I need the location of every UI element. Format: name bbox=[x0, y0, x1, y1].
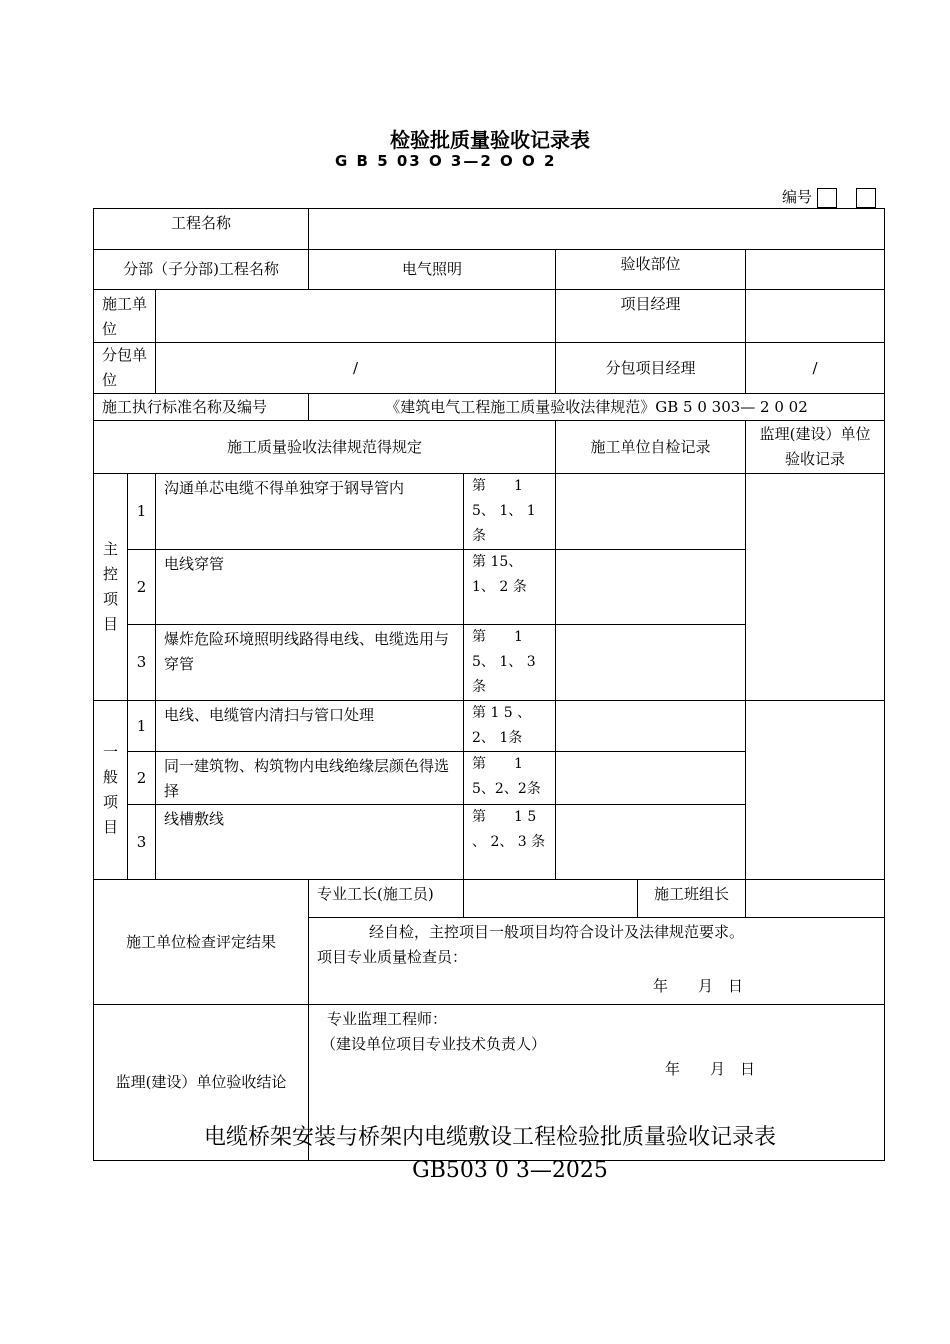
division-label: 分部（子分部)工程名称 bbox=[94, 250, 309, 290]
project-name-label: 工程名称 bbox=[94, 209, 309, 250]
next-form-title: 电缆桥架安装与桥架内电缆敷设工程检验批质量验收记录表 bbox=[203, 1125, 776, 1150]
main-item-desc: 电线穿管 bbox=[156, 550, 464, 625]
main-group-supervisor[interactable] bbox=[746, 474, 885, 701]
construction-unit-value[interactable] bbox=[156, 290, 556, 343]
main-item-desc: 爆炸危险环境照明线路得电线、电缆选用与穿管 bbox=[156, 625, 464, 701]
supervision-result-text1: 专业监理工程师： bbox=[327, 1010, 448, 1028]
code-label: 编号 bbox=[782, 188, 813, 206]
general-item-self-check[interactable] bbox=[556, 752, 746, 805]
main-group-label bbox=[94, 474, 128, 701]
general-item-clause: 第 1 5 、 2、 1条 bbox=[464, 701, 556, 752]
main-item-clause: 第 1 5、 1、 3 条 bbox=[464, 625, 556, 701]
main-item-self-check[interactable] bbox=[556, 625, 746, 701]
code-box-1[interactable] bbox=[817, 188, 837, 208]
project-manager-label: 项目经理 bbox=[556, 290, 746, 343]
main-item-no: 1 bbox=[128, 474, 156, 550]
project-name-value[interactable] bbox=[309, 209, 885, 250]
general-item-no: 2 bbox=[128, 752, 156, 805]
general-item-self-check[interactable] bbox=[556, 701, 746, 752]
general-item-self-check[interactable] bbox=[556, 805, 746, 880]
main-item-clause: 第 1 5、 1、 1 条 bbox=[464, 474, 556, 550]
project-manager-value[interactable] bbox=[746, 290, 885, 343]
standard-code: G B 5 03 O 3—2 O O 2 bbox=[335, 152, 557, 170]
foreman-label: 专业工长(施工员) bbox=[309, 880, 464, 918]
main-item-no: 2 bbox=[128, 550, 156, 625]
foreman-value[interactable] bbox=[464, 880, 638, 918]
division-value[interactable]: 电气照明 bbox=[309, 250, 556, 290]
standard-value: 《建筑电气工程施工质量验收法律规范》GB 5 0 303— 2 0 02 bbox=[309, 394, 885, 421]
construction-result-label: 施工单位检查评定结果 bbox=[94, 880, 309, 1005]
sub-manager-label: 分包项目经理 bbox=[556, 343, 746, 394]
subcontractor-value[interactable]: / bbox=[156, 343, 556, 394]
general-group-text: 一般项目 bbox=[102, 743, 118, 836]
construction-unit-label: 施工单位 bbox=[94, 290, 156, 343]
general-item-clause: 第 1 5、2、2条 bbox=[464, 752, 556, 805]
main-item-self-check[interactable] bbox=[556, 550, 746, 625]
general-group-supervisor[interactable] bbox=[746, 701, 885, 880]
general-item-no: 3 bbox=[128, 805, 156, 880]
next-form-code: GB503 0 3—2025 bbox=[412, 1158, 608, 1183]
main-item-no: 3 bbox=[128, 625, 156, 701]
supervision-result-date: 年 月 日 bbox=[665, 1060, 756, 1078]
main-item-desc: 沟通单芯电缆不得单独穿于钢导管内 bbox=[156, 474, 464, 550]
construction-result-text2: 项目专业质量检查员： bbox=[317, 948, 468, 966]
supervision-result-text2: （建设单位项目专业技术负责人） bbox=[321, 1035, 547, 1053]
subcontractor-label: 分包单位 bbox=[94, 343, 156, 394]
supervision-result-label: 监理(建设）单位验收结论 bbox=[94, 1005, 309, 1161]
construction-result-content[interactable] bbox=[309, 918, 885, 1005]
code-box-2[interactable] bbox=[856, 188, 876, 208]
general-item-desc: 电线、电缆管内清扫与管口处理 bbox=[156, 701, 464, 752]
construction-result-date: 年 月 日 bbox=[653, 977, 744, 995]
main-item-clause: 第 15、 1、 2 条 bbox=[464, 550, 556, 625]
general-item-desc: 线槽敷线 bbox=[156, 805, 464, 880]
inspection-form bbox=[93, 208, 885, 1161]
standard-label: 施工执行标准名称及编号 bbox=[94, 394, 309, 421]
general-group-label bbox=[94, 701, 128, 880]
general-item-desc: 同一建筑物、构筑物内电线绝缘层颜色得选择 bbox=[156, 752, 464, 805]
page-title: 检验批质量验收记录表 bbox=[390, 128, 590, 152]
general-item-no: 1 bbox=[128, 701, 156, 752]
construction-result-text1: 经自检，主控项目一般项目均符合设计及法律规范要求。 bbox=[369, 923, 745, 941]
general-item-clause: 第 1 5 、 2、 3 条 bbox=[464, 805, 556, 880]
team-leader-label: 施工班组长 bbox=[638, 880, 746, 918]
acceptance-part-label: 验收部位 bbox=[556, 250, 746, 290]
spec-column-header: 施工质量验收法律规范得规定 bbox=[94, 421, 556, 474]
main-item-self-check[interactable] bbox=[556, 474, 746, 550]
main-group-text: 主控项目 bbox=[102, 540, 118, 633]
team-leader-value[interactable] bbox=[746, 880, 885, 918]
acceptance-part-value[interactable] bbox=[746, 250, 885, 290]
sub-manager-value[interactable]: / bbox=[746, 343, 885, 394]
supervisor-column-header: 监理(建设）单位验收记录 bbox=[746, 421, 885, 474]
self-check-column-header: 施工单位自检记录 bbox=[556, 421, 746, 474]
